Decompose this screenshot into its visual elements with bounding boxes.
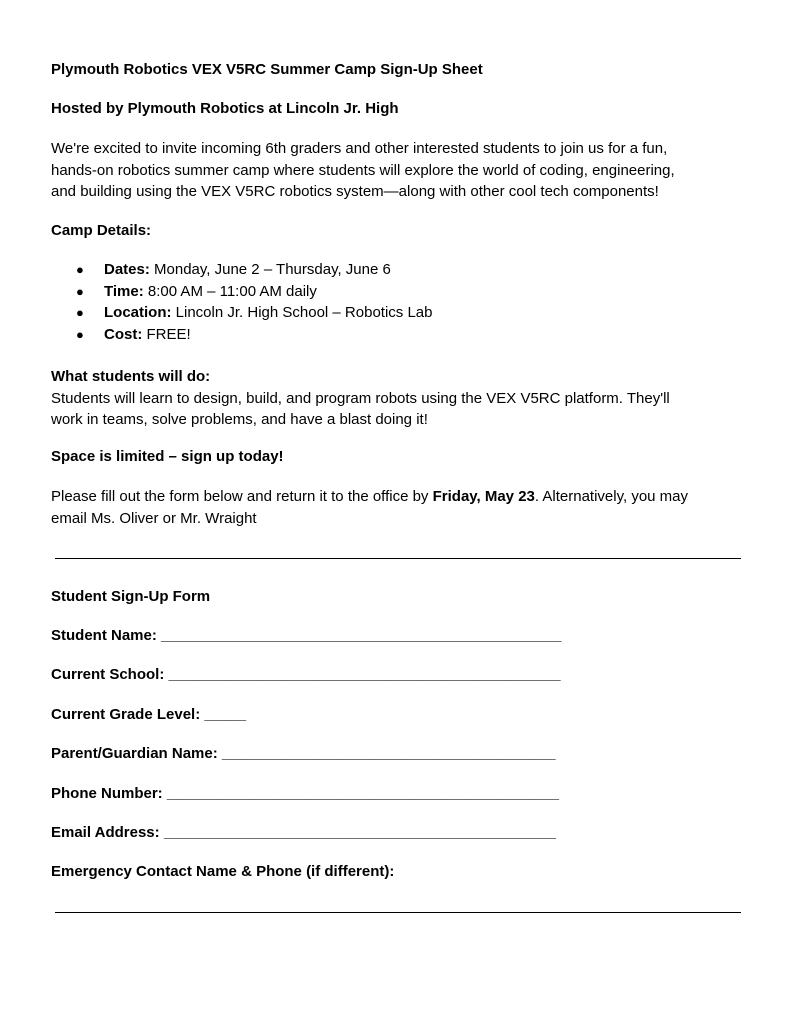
student-name-field[interactable]	[51, 627, 561, 644]
bullet-icon: ●	[76, 262, 84, 277]
detail-value: Lincoln Jr. High School – Robotics Lab	[171, 304, 433, 321]
camp-details-list	[51, 259, 432, 345]
field-label: Parent/Guardian Name:	[51, 745, 218, 762]
intro-line: We're excited to invite incoming 6th graders and other interested students to join us for a fun,	[51, 140, 668, 157]
field-blank[interactable]: _______________________________________________	[166, 785, 559, 802]
activities-line: work in teams, solve problems, and have a blast doing it!	[51, 411, 428, 428]
emergency-contact-label: Emergency Contact Name & Phone (if different):	[51, 863, 395, 880]
list-item	[51, 324, 432, 346]
detail-label: Location:	[104, 304, 172, 321]
email-address-field[interactable]	[51, 824, 556, 841]
bullet-icon: ●	[76, 326, 84, 342]
deadline: Friday, May 23	[432, 488, 535, 505]
camp-details-heading: Camp Details:	[51, 222, 152, 239]
activities-line: Students will learn to design, build, and program robots using the VEX V5RC platform. They'll	[51, 389, 670, 407]
detail-label: Cost:	[104, 325, 143, 343]
phone-number-field[interactable]	[51, 785, 559, 802]
return-note-text: . Alternatively, you may	[534, 488, 689, 505]
return-note-line: email Ms. Oliver or Mr. Wraight	[51, 509, 257, 527]
list-item	[51, 281, 432, 303]
current-school-field[interactable]	[51, 666, 561, 683]
field-blank[interactable]: ________________________________________________	[161, 627, 562, 644]
field-label: Current Grade Level:	[51, 706, 201, 723]
detail-label: Time:	[104, 282, 144, 300]
detail-label: Dates:	[104, 261, 150, 278]
activities-heading: What students will do:	[51, 368, 211, 385]
bullet-icon: ●	[76, 305, 84, 320]
activities-section	[51, 366, 751, 431]
list-item	[51, 259, 432, 281]
field-blank[interactable]: _____	[204, 706, 247, 723]
host-line: Hosted by Plymouth Robotics at Lincoln Jr. High	[51, 100, 399, 117]
detail-value: Monday, June 2 – Thursday, June 6	[149, 261, 391, 278]
intro-line: and building using the VEX V5RC robotics system—along with other cool tech components!	[51, 183, 659, 200]
field-blank[interactable]: _______________________________________________	[168, 666, 561, 683]
intro-paragraph	[51, 138, 751, 203]
bullet-icon: ●	[76, 283, 84, 299]
form-heading: Student Sign-Up Form	[51, 588, 211, 605]
field-label: Email Address:	[51, 824, 160, 841]
detail-value: 8:00 AM – 11:00 AM daily	[143, 282, 317, 300]
return-note	[51, 486, 751, 529]
field-label: Current School:	[51, 666, 165, 683]
grade-level-field[interactable]	[51, 706, 246, 723]
divider	[55, 558, 741, 559]
page-title: Plymouth Robotics VEX V5RC Summer Camp Sign-Up Sheet	[51, 61, 483, 78]
emergency-contact-line[interactable]	[55, 912, 741, 913]
return-note-text: Please fill out the form below and return it to the office by	[51, 488, 433, 505]
list-item	[51, 302, 432, 324]
parent-name-field[interactable]	[51, 745, 556, 762]
detail-value: FREE!	[142, 325, 191, 343]
limited-notice: Space is limited – sign up today!	[51, 448, 284, 465]
field-label: Student Name:	[51, 627, 157, 644]
field-blank[interactable]: _______________________________________________	[163, 824, 556, 841]
field-label: Phone Number:	[51, 785, 163, 802]
field-blank[interactable]: ________________________________________	[221, 745, 556, 762]
intro-line: hands-on robotics summer camp where students will explore the world of coding, engineering,	[51, 161, 675, 179]
